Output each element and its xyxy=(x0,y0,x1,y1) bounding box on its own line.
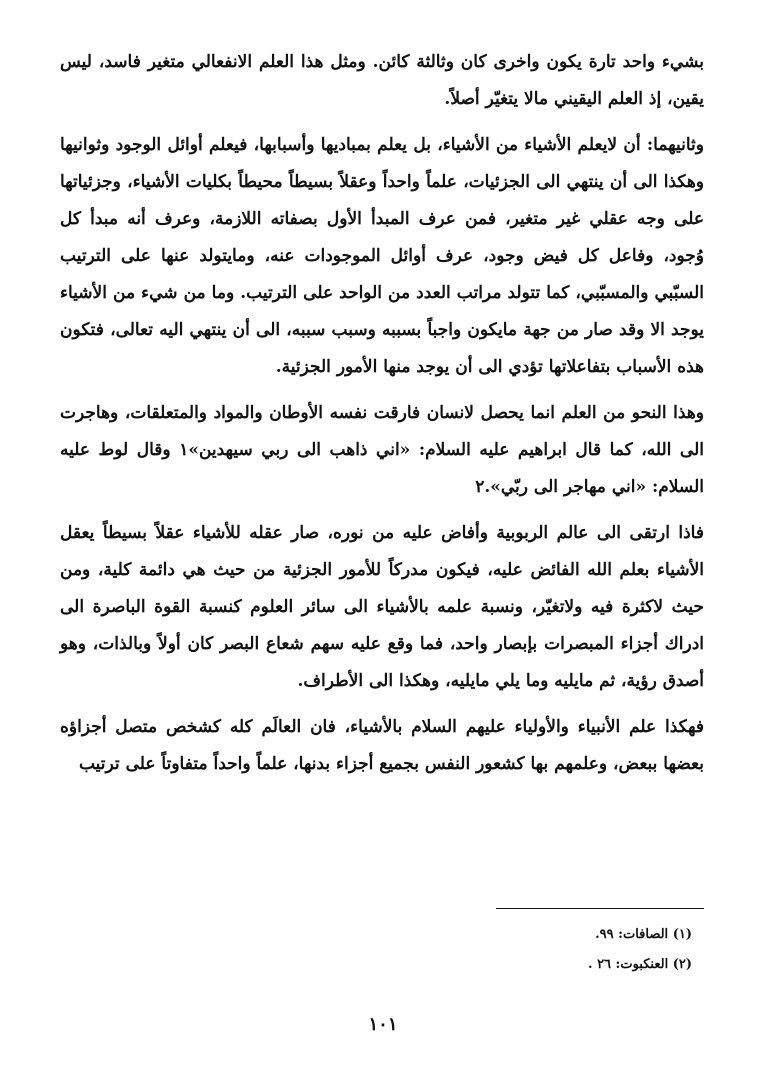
page-number: ١٠١ xyxy=(368,1014,398,1035)
page-body xyxy=(60,44,704,792)
paragraph-4: فاذا ارتقى الى عالم الربوبية وأفاض عليه من نوره، صار عقله للأشياء عقلاً بسيطاً يعقل الأشياء بعلم الله الفائض عليه، فيكون مدركاً للأمور الجزئية من حيث هي دائمة كلية، ومن حيث لاكثرة فيه ولاتغيّر، ونسبة علمه بالأشياء الى سائر العلوم كنسبة القوة الباصرة الى ادراك أجزاء المبصرات بإبصار واحد، فما وقع عليه سهم شعاع البصر كان أولاً وبالذات، وهو أصدق رؤية، ثم مايليه وما يلي مايليه، وهكذا الى الأطراف. xyxy=(60,523,704,691)
paragraph-3: وهذا النحو من العلم انما يحصل لانسان فارقت نفسه الأوطان والمواد والمتعلقات، وهاجرت الى الله، كما قال ابراهيم عليه السلام: «اني ذاهب الى ربي سيهدين»١ وقال لوط عليه السلام: «اني مهاجر الى ربّي».٢ xyxy=(60,403,705,497)
paragraph-1: بشيء واحد تارة يكون واخرى كان وثالثة كائن. ومثل هذا العلم الانفعالي متغير فاسد، ليس يقين، إذ العلم اليقيني مالا يتغيّر أصلاً. xyxy=(60,52,704,109)
footnotes xyxy=(60,920,692,980)
paragraph-5: فهكذا علم الأنبياء والأولياء عليهم السلام بالأشياء، فان العالَم كله كشخص متصل أجزاؤه بعضها ببعض، وعلمهم بها كشعور النفس بجميع أجزاء بدنها، علماً واحداً متفاوتاً على ترتيب xyxy=(60,717,704,774)
footnote-1: (١) الصافات: ٩٩. xyxy=(595,927,692,942)
footnote-divider xyxy=(496,908,704,909)
footnote-2: (٢) العنكبوت: ٢٦ . xyxy=(588,957,692,972)
paragraph-2: وثانيهما: أن لايعلم الأشياء من الأشياء، بل يعلم بمباديها وأسبابها، فيعلم أوائل الوجود وثوانيها وهكذا الى أن ينتهي الى الجزئيات، علماً واحداً وعقلاً بسيطاً محيطاً بكليات الأشياء، وجزئياتها على وجه عقلي غير متغير، فمن عرف المبدأ الأول بصفاته اللازمة، وعرف أنه مبدأ كل وُجود، وفاعل كل فيض وجود، عرف أوائل الموجودات عنه، ومايتولد عنها على الترتيب السبّبي والمسبّبي، كما تتولد مراتب العدد من الواحد على الترتيب. وما من شيء من الأشياء يوجد الا وقد صار من جهة مايكون واجباً بسببه وسبب سببه، الى أن ينتهي اليه تعالى، فتكون هذه الأسباب بتفاعلاتها تؤدي الى أن يوجد منها الأمور الجزئية. xyxy=(60,135,704,377)
